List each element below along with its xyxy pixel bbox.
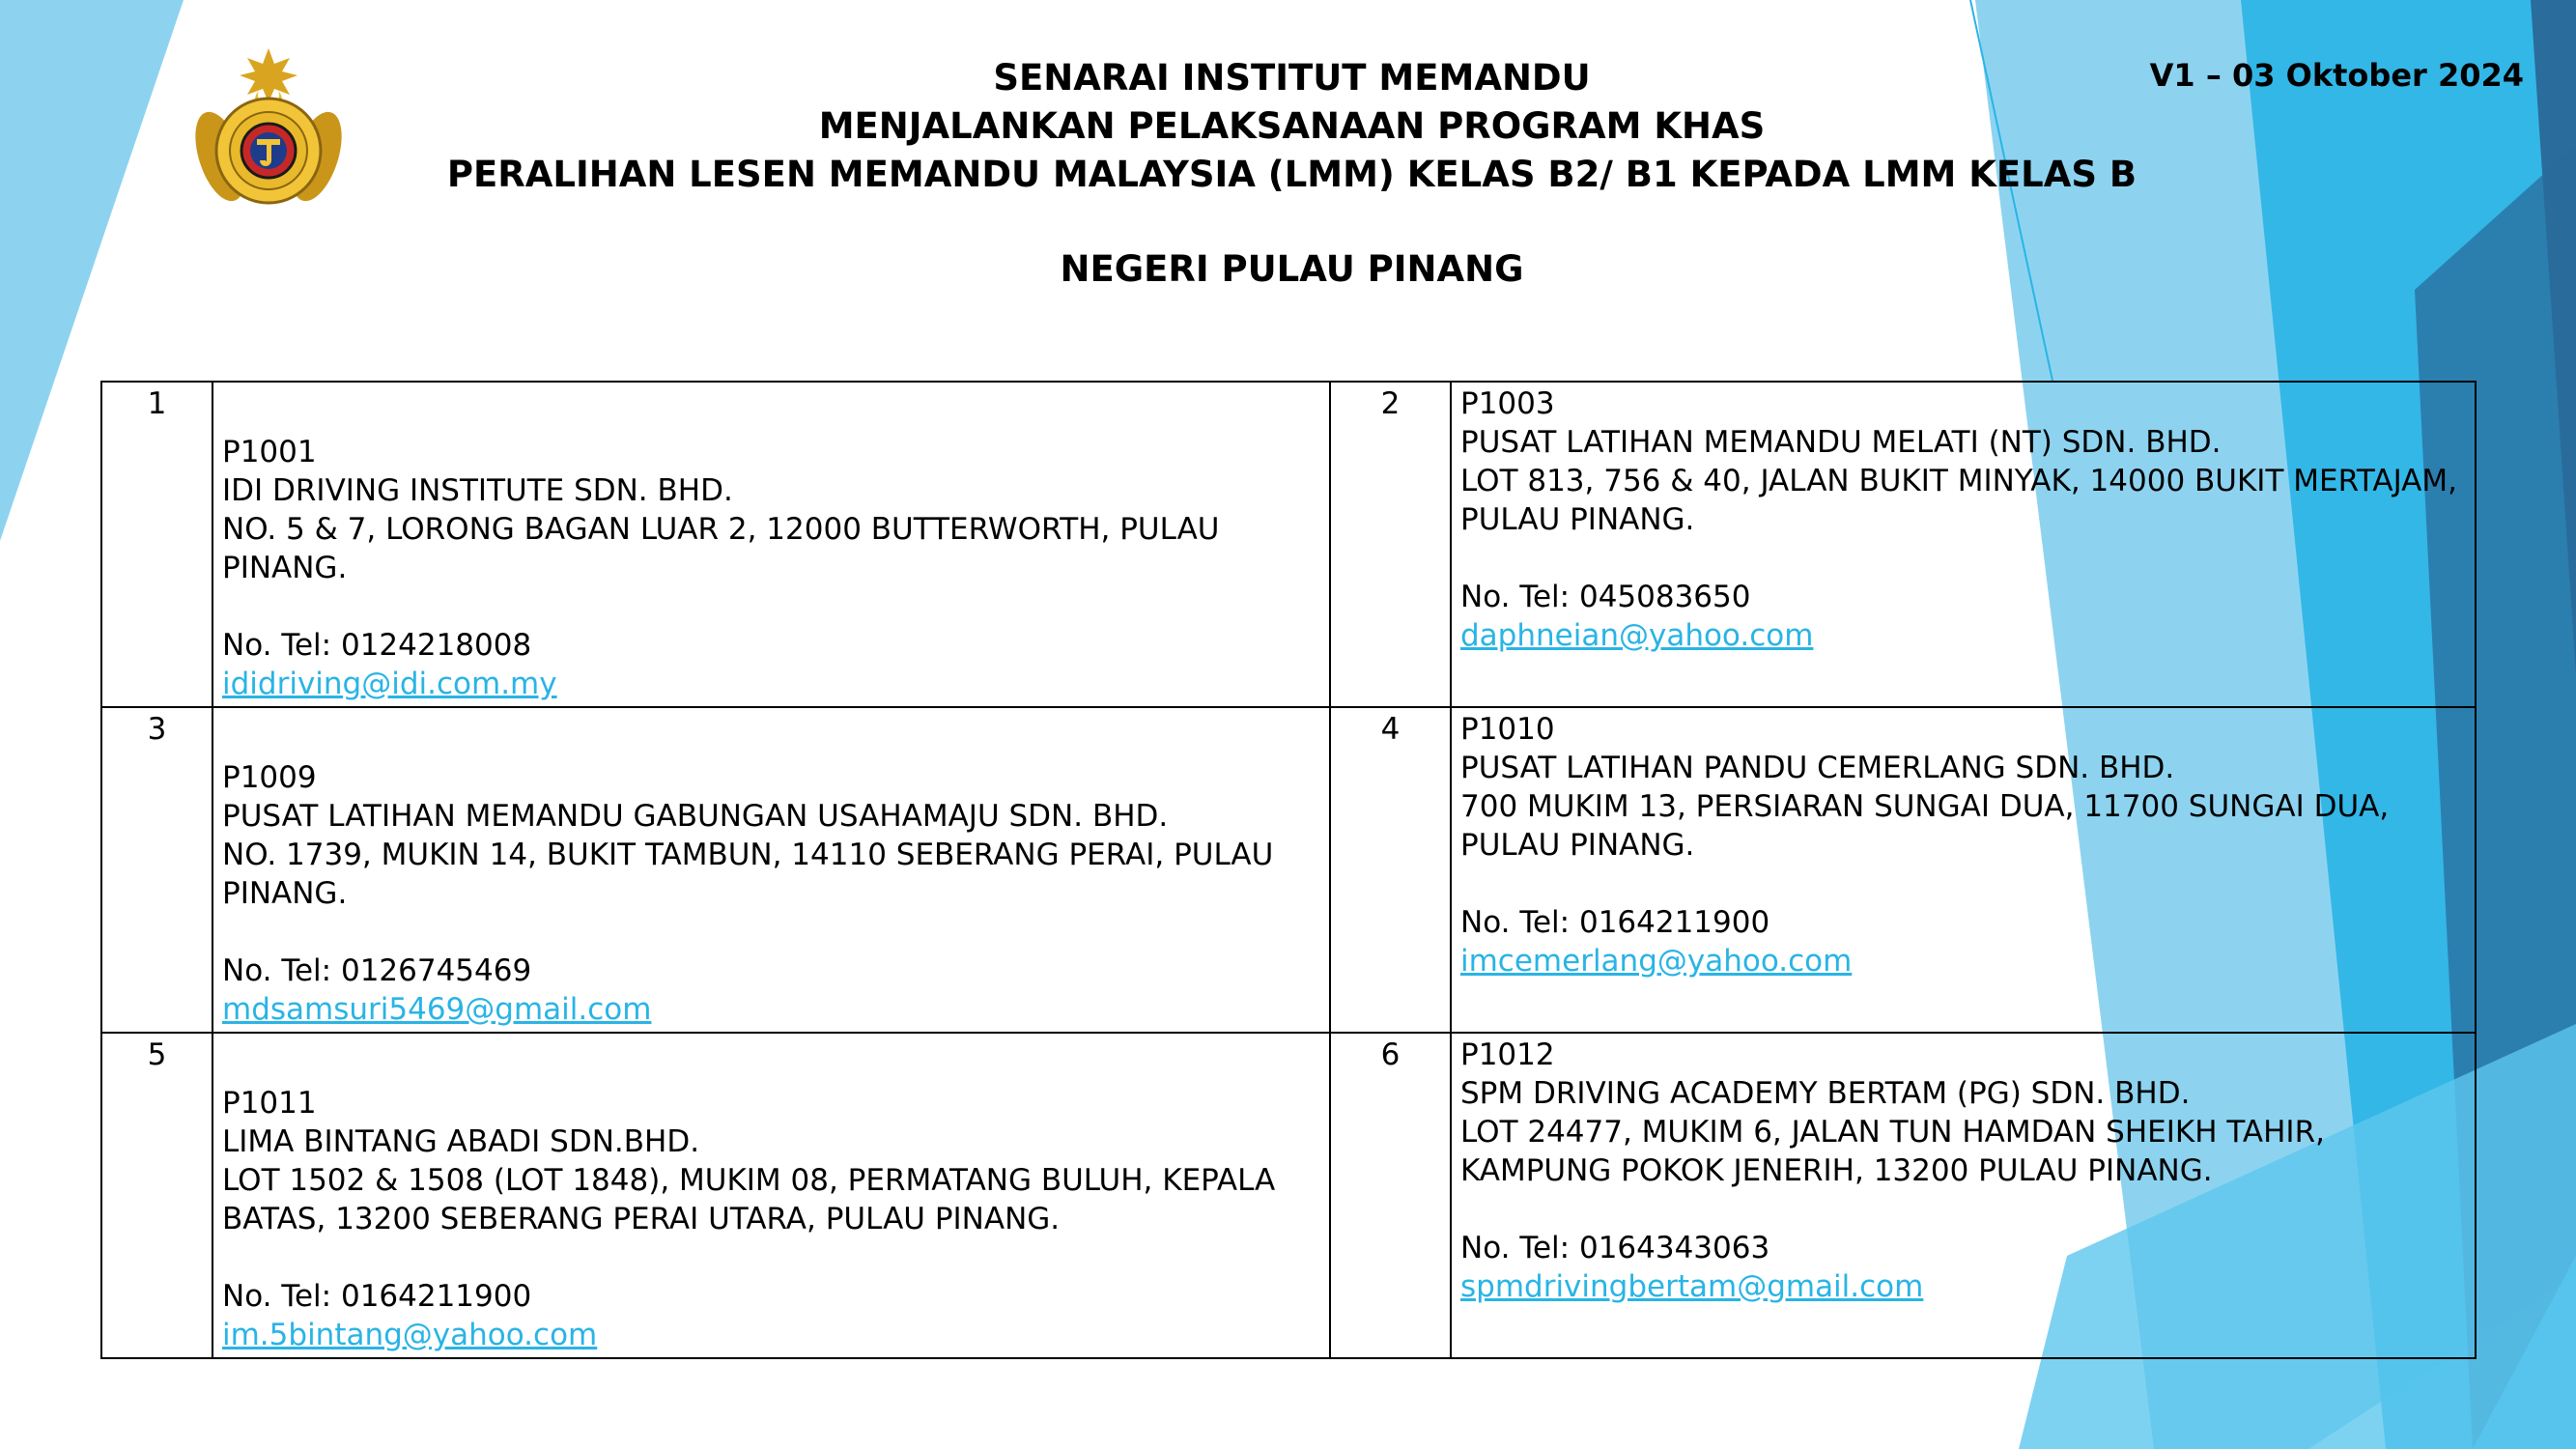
institute-phone: No. Tel: 0164343063 (1460, 1231, 1770, 1265)
table-row (101, 382, 2476, 707)
institute-phone: No. Tel: 045083650 (1460, 580, 1751, 614)
institute-code: P1001 (222, 435, 317, 469)
entry-number: 5 (101, 1033, 212, 1358)
institute-email-link[interactable]: ididriving@idi.com.my (222, 667, 557, 701)
table-row (101, 707, 2476, 1033)
institute-cell (212, 1033, 1330, 1358)
entry-number: 2 (1330, 382, 1451, 707)
entry-number: 6 (1330, 1033, 1451, 1358)
institute-name: PUSAT LATIHAN MEMANDU MELATI (NT) SDN. BHD. (1460, 425, 2222, 460)
institute-address: NO. 5 & 7, LORONG BAGAN LUAR 2, 12000 BUTTERWORTH, PULAU PINANG. (222, 512, 1220, 585)
institute-name: PUSAT LATIHAN MEMANDU GABUNGAN USAHAMAJU SDN. BHD. (222, 799, 1169, 834)
institute-address: LOT 813, 756 & 40, JALAN BUKIT MINYAK, 14000 BUKIT MERTAJAM, PULAU PINANG. (1460, 464, 2457, 537)
institute-code: P1003 (1460, 386, 1555, 421)
institute-code: P1012 (1460, 1037, 1555, 1072)
title-line-3: PERALIHAN LESEN MEMANDU MALAYSIA (LMM) KELAS B2/ B1 KEPADA LMM KELAS B (446, 154, 2137, 195)
institute-code: P1011 (222, 1086, 317, 1121)
table-row (101, 1033, 2476, 1358)
institute-address: LOT 24477, MUKIM 6, JALAN TUN HAMDAN SHEIKH TAHIR, KAMPUNG POKOK JENERIH, 13200 PULAU PINANG. (1460, 1115, 2325, 1188)
title-line-2: MENJALANKAN PELAKSANAAN PROGRAM KHAS (818, 105, 1766, 147)
entry-number: 4 (1330, 707, 1451, 1033)
institute-cell (1451, 707, 2476, 1033)
title-line-1: SENARAI INSTITUT MEMANDU (993, 57, 1591, 99)
institute-address: NO. 1739, MUKIN 14, BUKIT TAMBUN, 14110 SEBERANG PERAI, PULAU PINANG. (222, 838, 1274, 911)
state-heading: NEGERI PULAU PINANG (1060, 248, 1524, 290)
institute-name: IDI DRIVING INSTITUTE SDN. BHD. (222, 473, 733, 508)
institute-cell (1451, 1033, 2476, 1358)
institute-cell (212, 707, 1330, 1033)
version-label: V1 – 03 Oktober 2024 (2149, 57, 2524, 94)
entry-number: 3 (101, 707, 212, 1033)
institute-table (100, 381, 2477, 1359)
institute-address: LOT 1502 & 1508 (LOT 1848), MUKIM 08, PERMATANG BULUH, KEPALA BATAS, 13200 SEBERANG PERAI UTARA, PULAU PINANG. (222, 1163, 1276, 1236)
institute-email-link[interactable]: mdsamsuri5469@gmail.com (222, 992, 652, 1027)
institute-email-link[interactable]: imcemerlang@yahoo.com (1460, 944, 1853, 979)
institute-email-link[interactable]: spmdrivingbertam@gmail.com (1460, 1269, 1924, 1304)
institute-name: LIMA BINTANG ABADI SDN.BHD. (222, 1124, 700, 1159)
institute-code: P1010 (1460, 712, 1555, 747)
institute-code: P1009 (222, 760, 317, 795)
institute-name: SPM DRIVING ACADEMY BERTAM (PG) SDN. BHD. (1460, 1076, 2191, 1111)
institute-email-link[interactable]: im.5bintang@yahoo.com (222, 1318, 598, 1352)
institute-phone: No. Tel: 0164211900 (1460, 905, 1770, 940)
institute-phone: No. Tel: 0124218008 (222, 628, 532, 663)
entry-number: 1 (101, 382, 212, 707)
institute-phone: No. Tel: 0164211900 (222, 1279, 532, 1314)
institute-address: 700 MUKIM 13, PERSIARAN SUNGAI DUA, 11700 SUNGAI DUA, PULAU PINANG. (1460, 789, 2390, 863)
institute-phone: No. Tel: 0126745469 (222, 953, 532, 988)
institute-email-link[interactable]: daphneian@yahoo.com (1460, 618, 1814, 653)
institute-name: PUSAT LATIHAN PANDU CEMERLANG SDN. BHD. (1460, 751, 2175, 785)
institute-cell (212, 382, 1330, 707)
institute-cell (1451, 382, 2476, 707)
